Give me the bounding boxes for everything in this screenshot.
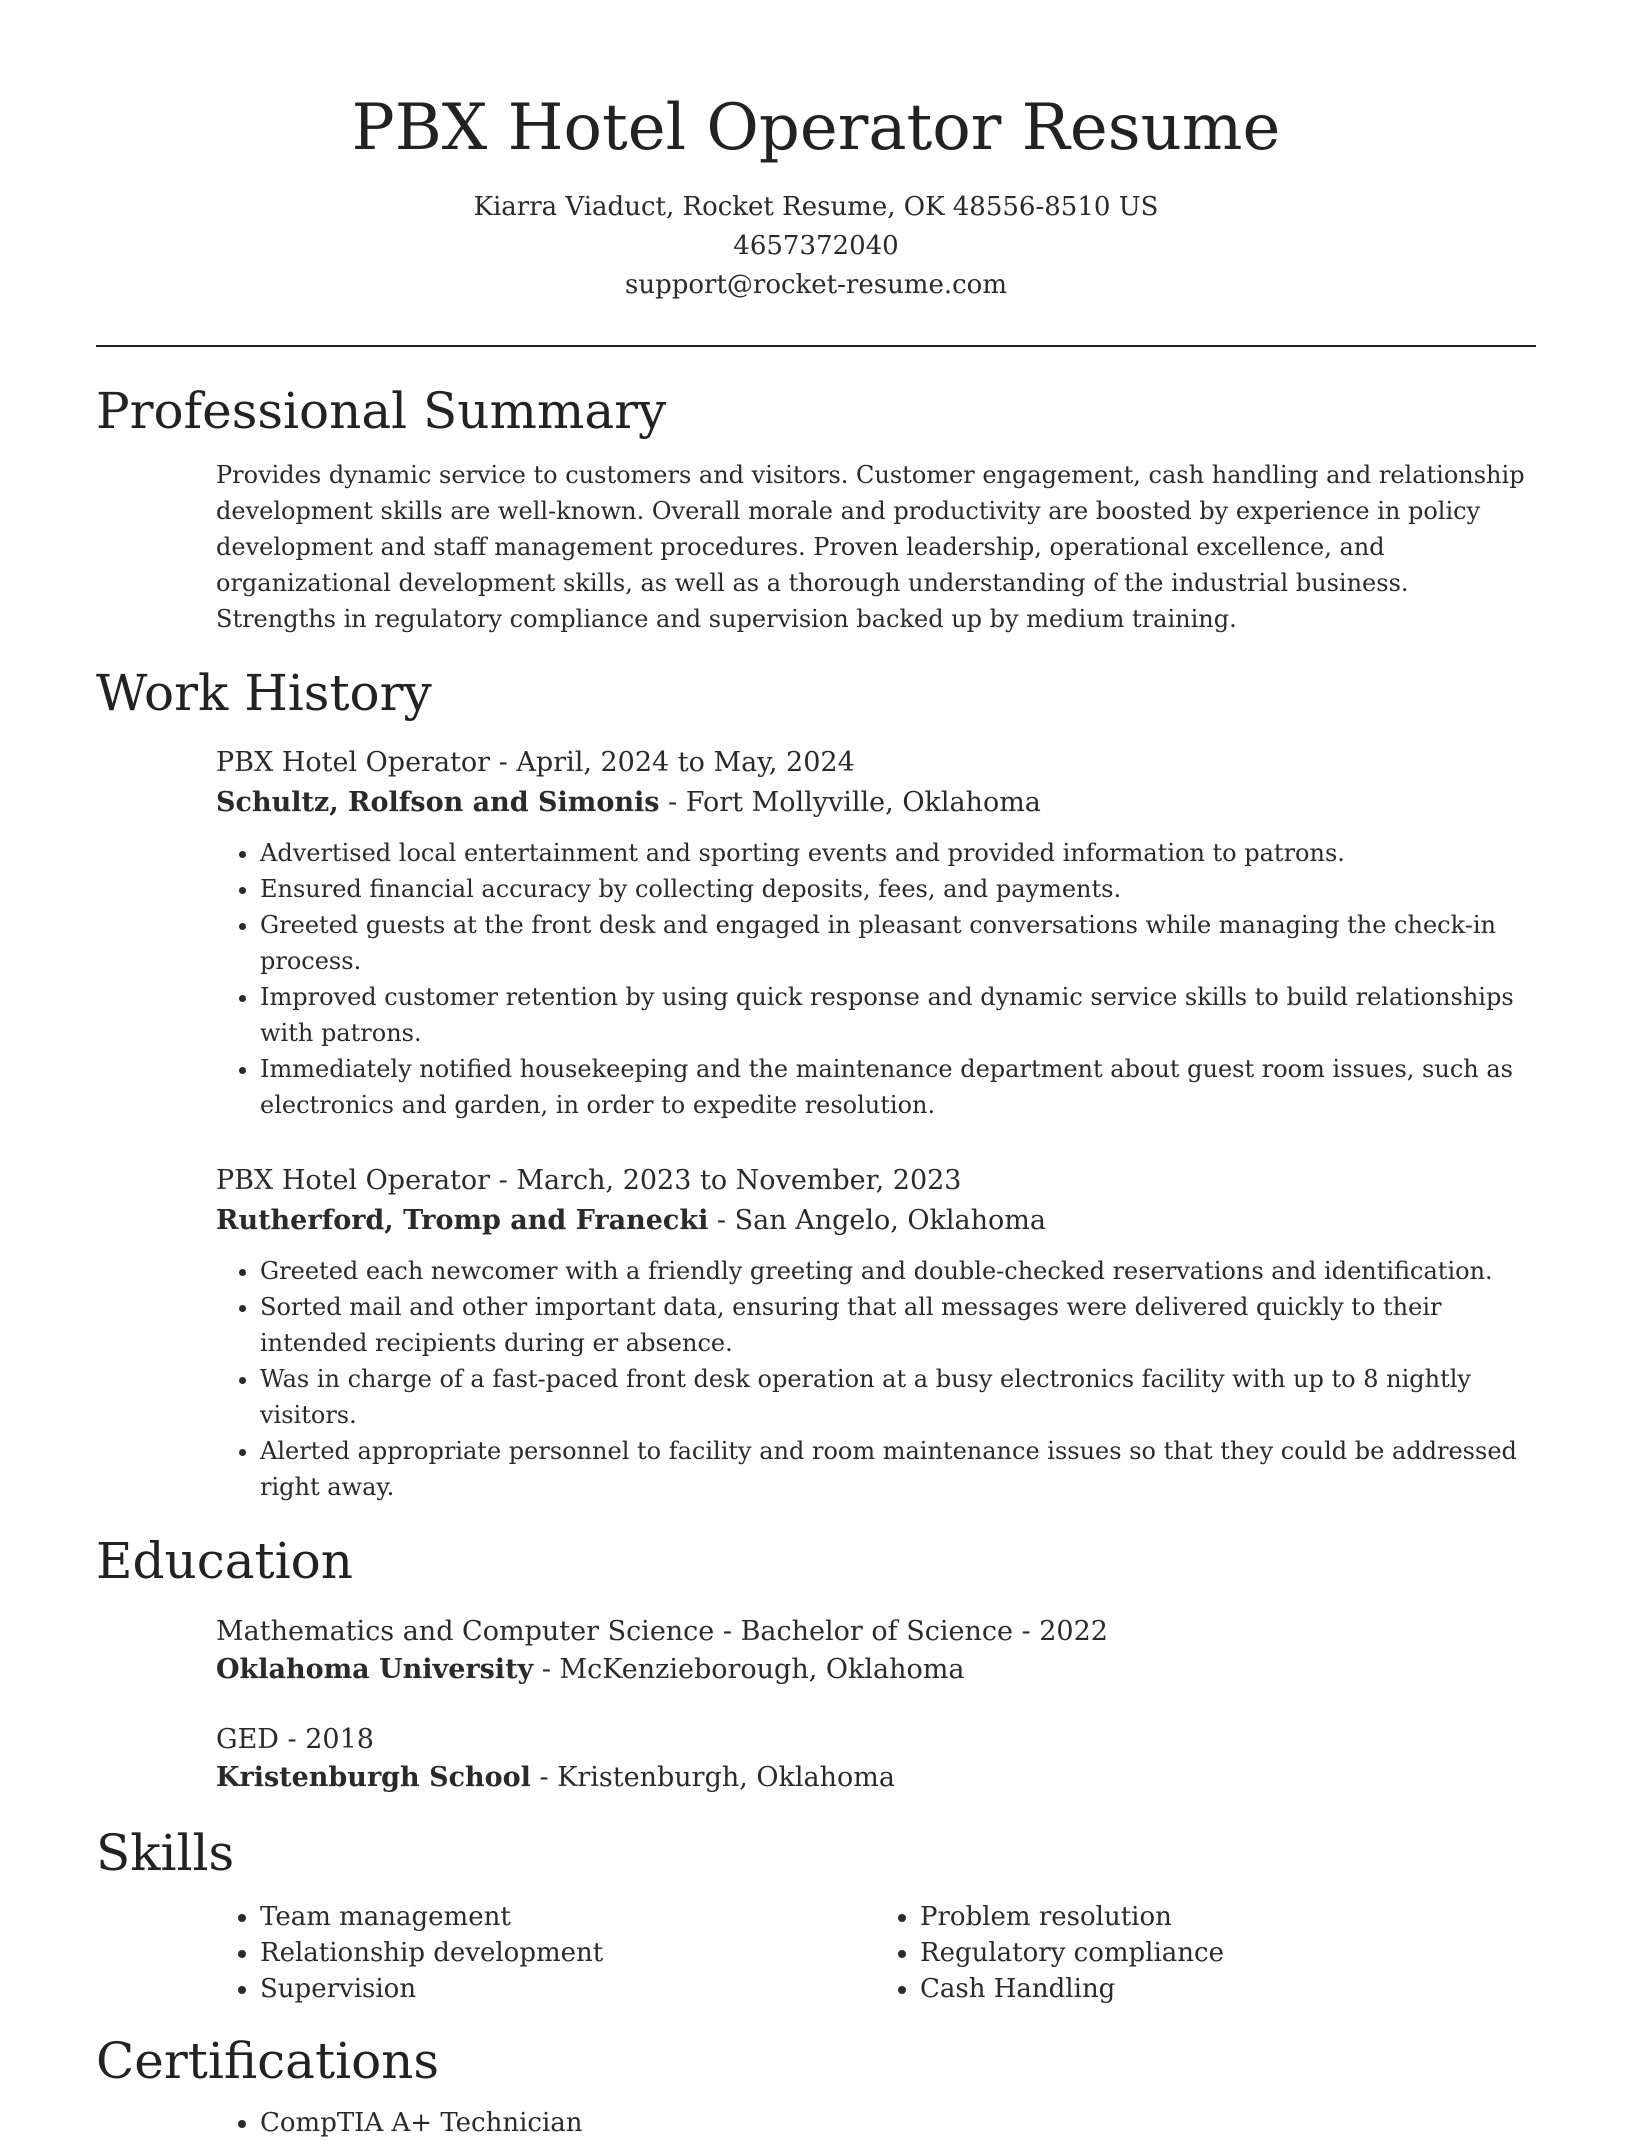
education-heading: Education <box>96 1532 353 1590</box>
summary-section <box>96 457 1536 637</box>
job-company-line: Schultz, Rolfson and Simonis - Fort Mollyville, Oklahoma <box>216 787 1041 818</box>
job-title-line: PBX Hotel Operator - April, 2024 to May, 2024 <box>216 747 855 778</box>
contact-phone: 4657372040 <box>733 231 899 261</box>
job-bullet-list <box>216 835 1536 1123</box>
contact-email: support@rocket-resume.com <box>624 270 1007 300</box>
work-history-heading: Work History <box>96 664 432 722</box>
job-entry <box>216 1161 1536 1505</box>
skills-list-left <box>216 1899 876 2007</box>
header-divider <box>96 345 1536 347</box>
job-company-line: Rutherford, Tromp and Franecki - San Angelo, Oklahoma <box>216 1205 1046 1236</box>
certifications-section <box>96 2105 1536 2141</box>
education-school: Kristenburgh School <box>216 1762 531 1793</box>
job-bullet: • Advertised local entertainment and sporting events and provided information to patrons. <box>260 835 1536 871</box>
resume-page <box>96 0 1536 2141</box>
job-bullet: • Alerted appropriate personnel to facility and room maintenance issues so that they could be addressed right away. <box>260 1433 1536 1505</box>
resume-title: PBX Hotel Operator Resume <box>351 91 1281 165</box>
contact-address: Kiarra Viaduct, Rocket Resume, OK 48556-8510 US <box>473 192 1159 222</box>
education-school: Oklahoma University <box>216 1654 534 1685</box>
skills-section <box>96 1899 1536 2007</box>
summary-text: Provides dynamic service to customers and visitors. Customer engagement, cash handling and relationship development skills are well-known. Overall morale and productivity are boosted by experience in policy development and staff management procedures. Proven leadership, operational excellence, and organizational development skills, as well as a thorough understanding of the industrial business. Strengths in regulatory compliance and supervision backed up by medium training. <box>216 461 1525 633</box>
job-bullet: • Ensured financial accuracy by collecting deposits, fees, and payments. <box>260 871 1536 907</box>
skill-item: • Cash Handling <box>920 1971 1536 2007</box>
job-bullet: • Sorted mail and other important data, ensuring that all messages were delivered quickly to their intended recipients during er absence. <box>260 1289 1536 1361</box>
skills-columns <box>216 1899 1536 2007</box>
job-company: Rutherford, Tromp and Franecki <box>216 1205 709 1236</box>
skills-list-right <box>876 1899 1536 2007</box>
job-bullet: • Greeted each newcomer with a friendly greeting and double-checked reservations and identification. <box>260 1253 1536 1289</box>
education-entry <box>216 1613 1536 1689</box>
job-bullet-list <box>216 1253 1536 1505</box>
skill-item: • Team management <box>260 1899 876 1935</box>
education-location: Kristenburgh, Oklahoma <box>557 1762 895 1793</box>
job-company: Schultz, Rolfson and Simonis <box>216 787 660 818</box>
work-history-section <box>96 743 1536 1505</box>
certification-item: • CompTIA A+ Technician <box>260 2105 1536 2141</box>
job-bullet: • Immediately notified housekeeping and the maintenance department about guest room issues, such as electronics and garden, in order to expedite resolution. <box>260 1051 1536 1123</box>
job-title: PBX Hotel Operator <box>216 1165 491 1196</box>
contact-block <box>96 188 1536 305</box>
job-bullet: • Was in charge of a fast-paced front desk operation at a busy electronics facility with up to 8 nightly visitors. <box>260 1361 1536 1433</box>
job-dates: April, 2024 to May, 2024 <box>516 747 855 778</box>
job-dates: March, 2023 to November, 2023 <box>516 1165 962 1196</box>
education-entry <box>216 1721 1536 1797</box>
education-school-line: Kristenburgh School - Kristenburgh, Oklahoma <box>216 1762 895 1793</box>
job-entry <box>216 743 1536 1123</box>
job-bullet: • Greeted guests at the front desk and engaged in pleasant conversations while managing the check-in process. <box>260 907 1536 979</box>
education-section <box>96 1613 1536 1797</box>
skill-item: • Problem resolution <box>920 1899 1536 1935</box>
job-bullet: • Improved customer retention by using quick response and dynamic service skills to build relationships with patrons. <box>260 979 1536 1051</box>
skill-item: • Regulatory compliance <box>920 1935 1536 1971</box>
education-degree: GED - 2018 <box>216 1724 374 1755</box>
skills-heading: Skills <box>96 1824 235 1882</box>
job-title: PBX Hotel Operator <box>216 747 491 778</box>
skill-item: • Supervision <box>260 1971 876 2007</box>
education-location: McKenzieborough, Oklahoma <box>559 1654 965 1685</box>
certifications-heading: Certifications <box>96 2032 440 2090</box>
skill-item: • Relationship development <box>260 1935 876 1971</box>
job-location: Fort Mollyville, Oklahoma <box>685 787 1041 818</box>
certifications-list <box>216 2105 1536 2141</box>
education-school-line: Oklahoma University - McKenzieborough, Oklahoma <box>216 1654 965 1685</box>
job-title-line: PBX Hotel Operator - March, 2023 to November, 2023 <box>216 1165 962 1196</box>
education-degree: Mathematics and Computer Science - Bachelor of Science - 2022 <box>216 1616 1108 1647</box>
job-location: San Angelo, Oklahoma <box>734 1205 1046 1236</box>
summary-heading: Professional Summary <box>96 382 667 440</box>
